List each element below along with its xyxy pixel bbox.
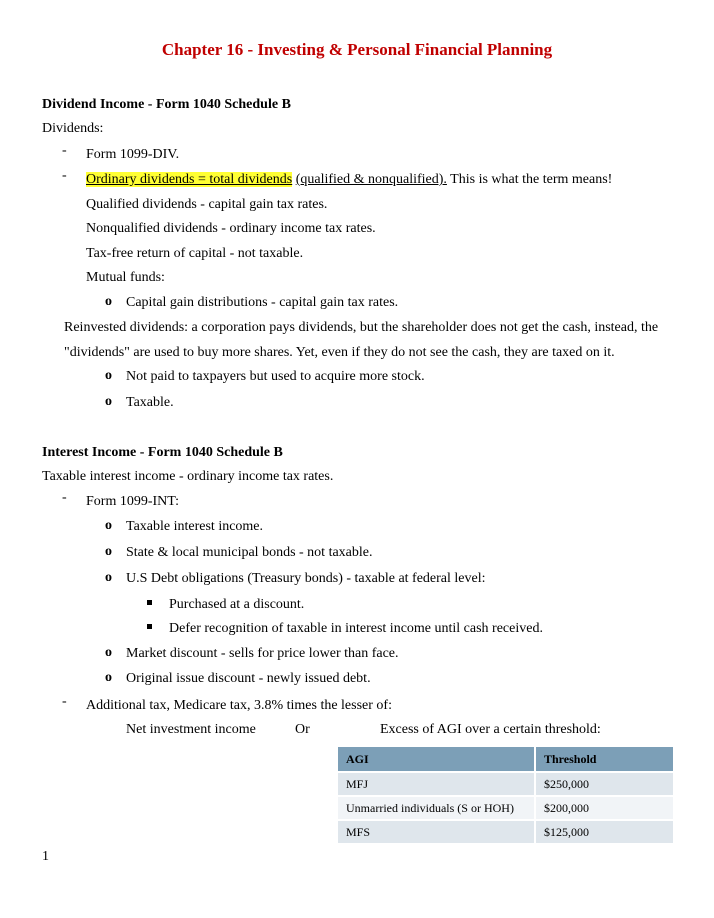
dividend-heading-separator: -: [144, 97, 156, 112]
interest-heading: [42, 445, 283, 461]
reinvested-line-2: "dividends" are used to buy more shares. Yet, even if they do not see the cash, they are taxed on it.: [64, 345, 615, 360]
net-investment-income: Net investment income: [126, 722, 256, 737]
taxable-interest-label: Taxable interest income - ordinary income tax rates.: [42, 469, 334, 484]
table-cell: $250,000: [535, 772, 673, 796]
table-cell: Unmarried individuals (S or HOH): [338, 796, 535, 820]
qualified-dividends: Qualified dividends - capital gain tax rates.: [86, 197, 328, 212]
nonqualified-dividends: Nonqualified dividends - ordinary income tax rates.: [86, 221, 376, 236]
original-issue-item: Original issue discount - newly issued debt.: [126, 671, 371, 686]
taxable-item: Taxable.: [126, 395, 174, 410]
table-cell: MFJ: [338, 772, 535, 796]
circle-bullet: o: [105, 518, 112, 533]
dividends-label: Dividends:: [42, 121, 104, 136]
square-bullet: [147, 600, 152, 605]
additional-tax-item: Additional tax, Medicare tax, 3.8% times the lesser of:: [86, 698, 392, 713]
table-row: [338, 772, 673, 796]
dividend-heading: [42, 97, 291, 113]
dividend-heading-text: Dividend Income: [42, 97, 145, 112]
table-header-row: [338, 747, 673, 772]
circle-bullet: o: [105, 645, 112, 660]
circle-bullet: o: [105, 294, 112, 309]
interest-heading-separator: -: [136, 445, 148, 460]
dash-bullet: -: [62, 694, 67, 709]
ordinary-dividends-rest: This is what the term means!: [446, 172, 613, 187]
table-header-threshold: Threshold: [535, 747, 673, 772]
mutual-funds: Mutual funds:: [86, 270, 165, 285]
table-row: [338, 820, 673, 843]
market-discount-item: Market discount - sells for price lower than face.: [126, 646, 399, 661]
dividend-heading-form: Form 1040 Schedule B: [155, 97, 291, 112]
taxfree-return: Tax-free return of capital - not taxable.: [86, 246, 304, 261]
table-cell: $125,000: [535, 820, 673, 843]
page-number: 1: [42, 849, 49, 864]
ordinary-dividends-underline: (qualified & nonqualified).: [295, 172, 447, 187]
form-1099-div: Form 1099-DIV.: [86, 147, 180, 162]
capital-gain-distributions: Capital gain distributions - capital gain tax rates.: [126, 295, 399, 310]
ordinary-dividends-line: [86, 172, 612, 188]
circle-bullet: o: [105, 544, 112, 559]
circle-bullet: o: [105, 394, 112, 409]
municipal-bonds-item: State & local municipal bonds - not taxable.: [126, 545, 373, 560]
form-1099-int: Form 1099-INT:: [86, 494, 180, 509]
circle-bullet: o: [105, 670, 112, 685]
agi-threshold-table: [338, 747, 673, 843]
reinvested-line-1: Reinvested dividends: a corporation pays dividends, but the shareholder does not get the cash, instead, the: [64, 320, 659, 335]
taxable-interest-item: Taxable interest income.: [126, 519, 264, 534]
dash-bullet: -: [62, 143, 67, 158]
interest-heading-text: Interest Income: [42, 445, 137, 460]
dash-bullet: -: [62, 168, 67, 183]
excess-agi-label: Excess of AGI over a certain threshold:: [380, 722, 601, 737]
circle-bullet: o: [105, 570, 112, 585]
table-cell: MFS: [338, 820, 535, 843]
us-debt-item: U.S Debt obligations (Treasury bonds) - taxable at federal level:: [126, 571, 486, 586]
not-paid-item: Not paid to taxpayers but used to acquire more stock.: [126, 369, 425, 384]
ordinary-dividends-highlight: Ordinary dividends = total dividends: [86, 172, 293, 187]
square-bullet: [147, 624, 152, 629]
purchased-discount-item: Purchased at a discount.: [169, 597, 305, 612]
dash-bullet: -: [62, 490, 67, 505]
defer-recognition-item: Defer recognition of taxable in interest income until cash received.: [169, 621, 543, 636]
table-cell: $200,000: [535, 796, 673, 820]
or-label: Or: [295, 722, 310, 737]
circle-bullet: o: [105, 368, 112, 383]
table-header-agi: AGI: [338, 747, 535, 772]
table-row: [338, 796, 673, 820]
page-title: Chapter 16 - Investing & Personal Financial Planning: [161, 40, 553, 59]
interest-heading-form: Form 1040 Schedule B: [147, 445, 283, 460]
